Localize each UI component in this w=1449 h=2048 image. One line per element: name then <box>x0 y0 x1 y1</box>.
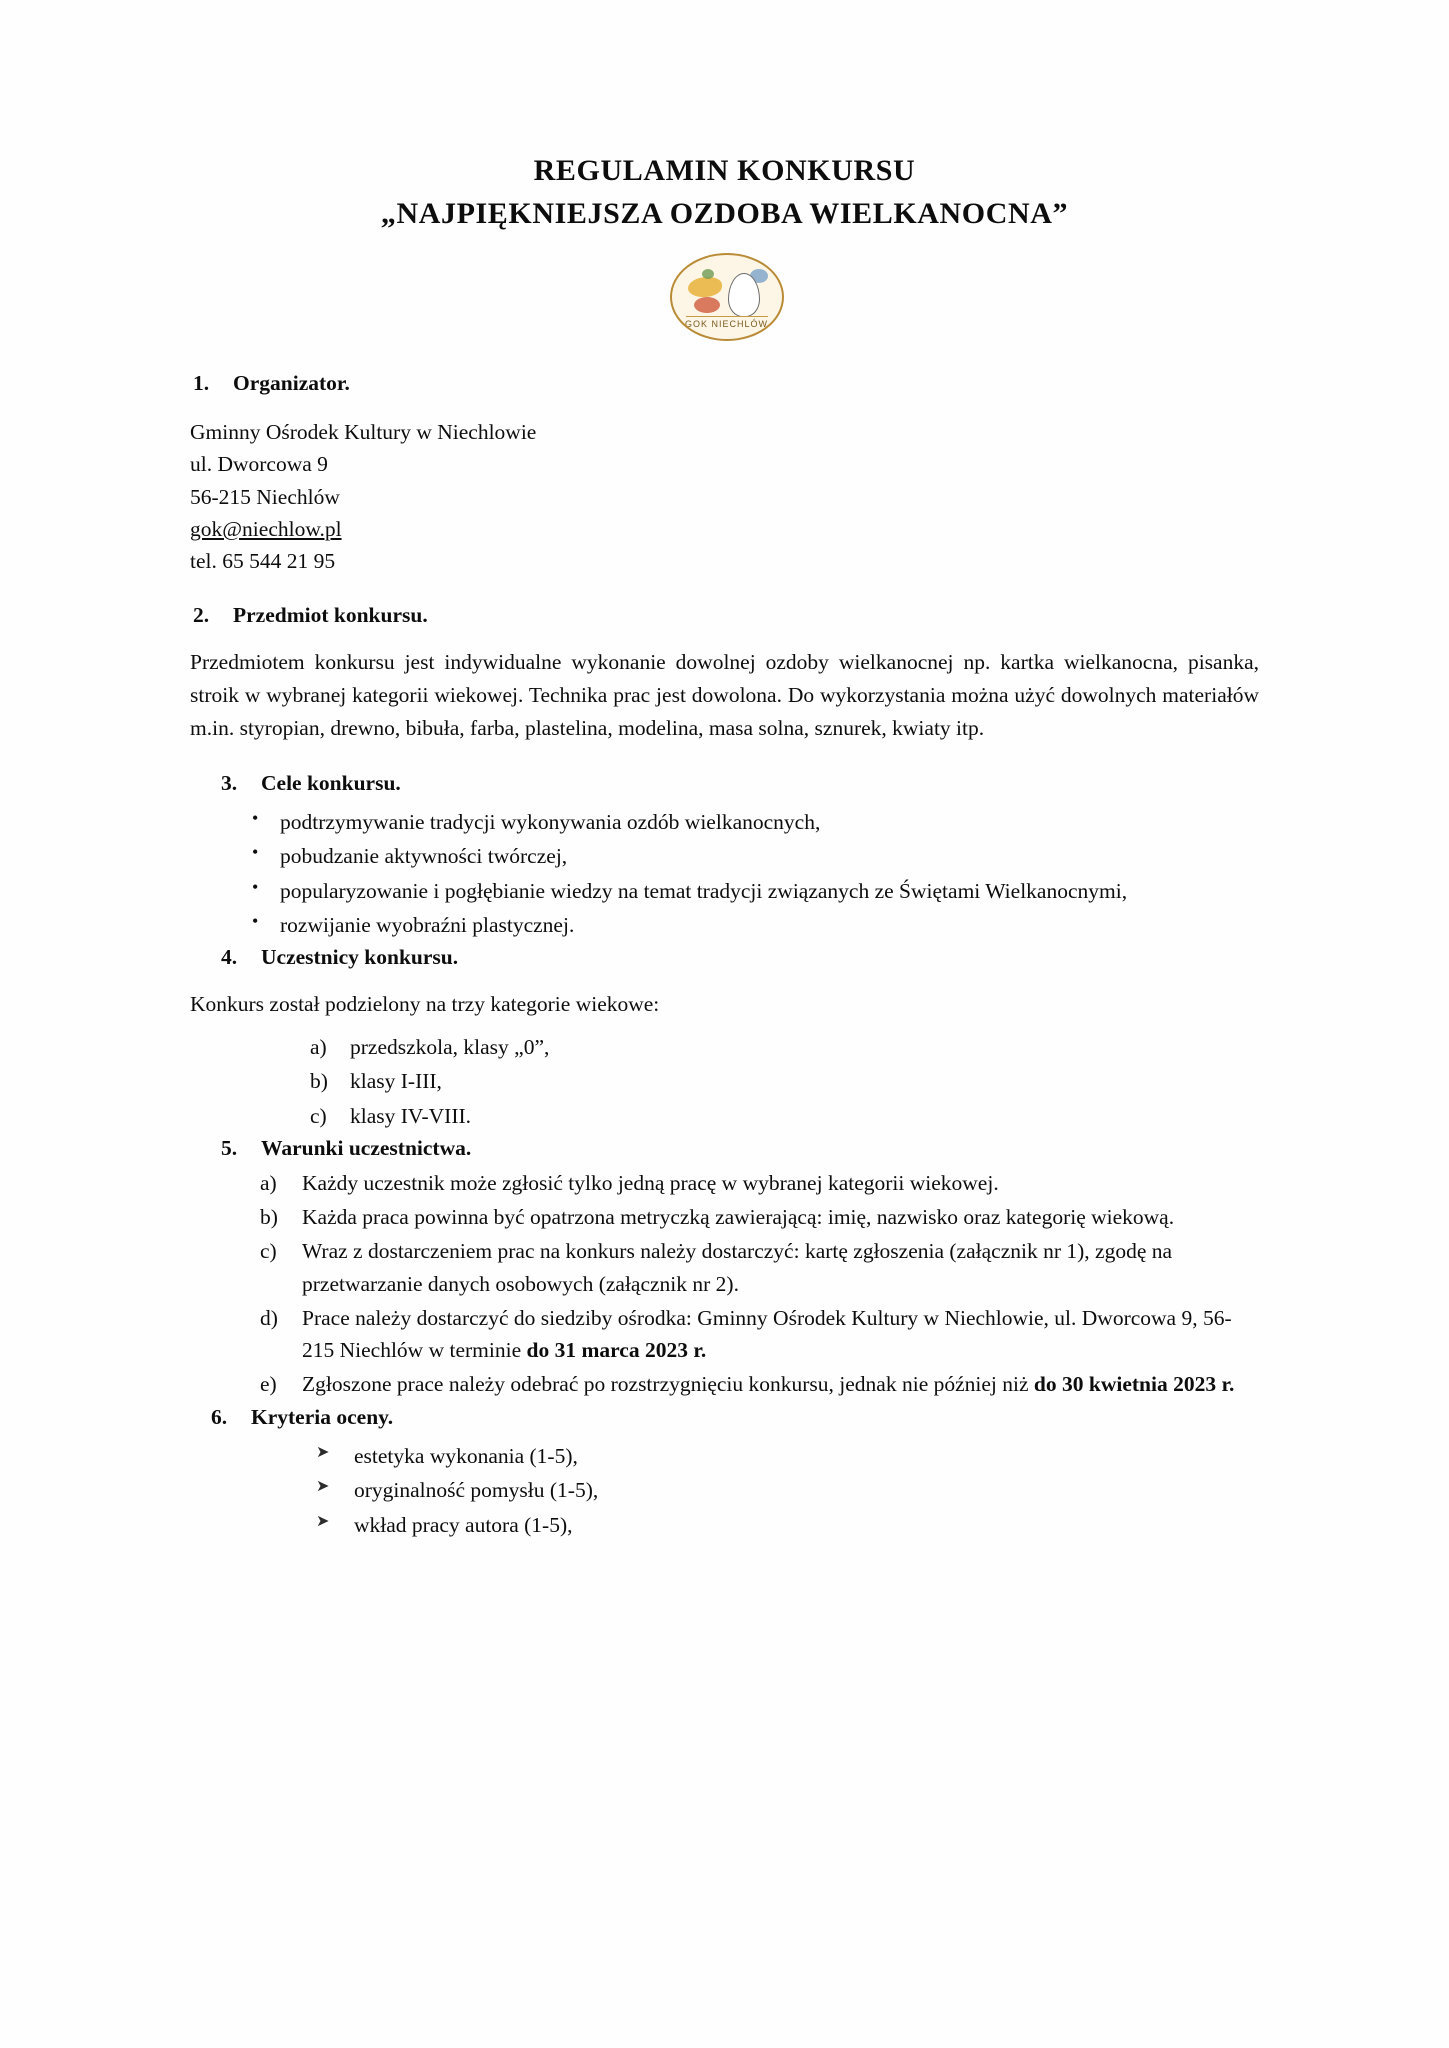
section-4-heading <box>190 945 1259 970</box>
organizer-name: Gminny Ośrodek Kultury w Niechlowie <box>190 420 537 445</box>
section-2-number: 2. <box>193 603 210 628</box>
gok-niechlow-logo-icon <box>666 251 784 339</box>
list-item <box>258 1302 1259 1367</box>
section-przedmiot <box>190 603 1259 745</box>
deadline-pickup: do 30 kwietnia 2023 r. <box>1033 1372 1235 1397</box>
list-item: • podtrzymywanie tradycji wykonywania ozdób wielkanocnych, <box>248 806 1259 838</box>
section-1-number: 1. <box>193 371 210 396</box>
logo-caption: GOK NIECHLÓW <box>684 319 768 330</box>
list-item <box>258 1368 1259 1400</box>
warunki-list <box>190 1167 1259 1401</box>
section-2-title: Przedmiot konkursu. <box>233 603 428 628</box>
kryteria-list <box>190 1440 1259 1542</box>
list-item: Wraz z dostarczeniem prac na konkurs należy dostarczyć: kartę zgłoszenia (załącznik nr 1), zgodę na przetwarzanie danych osobowych (załącznik nr 2). <box>302 1239 1173 1296</box>
list-item: klasy IV-VIII. <box>350 1103 472 1128</box>
section-4-number: 4. <box>221 945 238 970</box>
section-3-title: Cele konkursu. <box>261 771 401 796</box>
list-item: ➤ oryginalność pomysłu (1-5), <box>316 1474 1259 1507</box>
list-item: ➤ wkład pracy autora (1-5), <box>316 1509 1259 1542</box>
section-kryteria <box>190 1405 1259 1542</box>
section-2-heading <box>190 603 1259 628</box>
section-4-title: Uczestnicy konkursu. <box>261 945 459 970</box>
list-item: Każdy uczestnik może zgłosić tylko jedną pracę w wybranej kategorii wiekowej. <box>302 1170 999 1195</box>
deadline-delivery: do 31 marca 2023 r. <box>526 1338 707 1362</box>
list-item-text: Prace należy dostarczyć do siedziby ośrodka: Gminny Ośrodek Kultury w Niechlowie, ul. Dworcowa 9, 56-215 Niechlów w terminie <box>302 1305 1232 1362</box>
list-item: ➤ estetyka wykonania (1-5), <box>316 1440 1259 1473</box>
cele-list <box>190 806 1259 941</box>
section-1-title: Organizator. <box>233 371 350 396</box>
organizer-city: 56-215 Niechlów <box>190 484 340 509</box>
section-5-title: Warunki uczestnictwa. <box>261 1135 472 1160</box>
list-item-text: Zgłoszone prace należy odebrać po rozstrzygnięciu konkursu, jednak nie później niż <box>302 1372 1034 1397</box>
list-item: • rozwijanie wyobraźni plastycznej. <box>248 909 1259 941</box>
logo-container <box>190 251 1259 339</box>
section-6-number: 6. <box>211 1404 228 1429</box>
section-6-heading <box>190 1405 1259 1430</box>
section-1-heading <box>190 371 1259 396</box>
section-4-paragraph: Konkurs został podzielony na trzy kategorie wiekowe: <box>190 992 660 1017</box>
list-item: • pobudzanie aktywności twórczej, <box>248 840 1259 872</box>
section-5-heading <box>190 1136 1259 1161</box>
list-item: • popularyzowanie i pogłębianie wiedzy na temat tradycji związanych ze Świętami Wielkanocnymi, <box>248 875 1259 907</box>
section-6-title: Kryteria oceny. <box>251 1404 394 1429</box>
kategorie-wiekowe-list <box>190 1031 1259 1132</box>
organizer-address <box>190 416 1259 577</box>
title-line-2: „NAJPIĘKNIEJSZA OZDOBA WIELKANOCNA” <box>380 196 1069 230</box>
organizer-phone: tel. 65 544 21 95 <box>190 549 336 574</box>
section-warunki <box>190 1136 1259 1401</box>
section-3-number: 3. <box>221 771 238 796</box>
section-5-number: 5. <box>221 1135 238 1160</box>
list-item: klasy I-III, <box>350 1069 442 1094</box>
organizer-email-link[interactable]: gok@niechlow.pl <box>190 516 342 541</box>
section-cele <box>190 771 1259 941</box>
title-line-1: REGULAMIN KONKURSU <box>533 154 916 187</box>
list-item: Każda praca powinna być opatrzona metryczką zawierającą: imię, nazwisko oraz kategorię wiekową. <box>302 1205 1175 1229</box>
page-title <box>190 150 1259 235</box>
section-organizator <box>190 371 1259 577</box>
section-3-heading <box>190 771 1259 796</box>
section-2-paragraph: Przedmiotem konkursu jest indywidualne wykonanie dowolnej ozdoby wielkanocnej np. kartka wielkanocna, pisanka, stroik w wybranej kategorii wiekowej. Technika prac jest dowolona. Do wykorzystania można użyć dowolnych materiałów m.in. styropian, drewno, bibuła, farba, plastelina, modelina, masa solna, sznurek, kwiaty itp. <box>190 650 1259 741</box>
section-uczestnicy <box>190 945 1259 1132</box>
organizer-street: ul. Dworcowa 9 <box>190 452 328 477</box>
list-item: przedszkola, klasy „0”, <box>350 1035 550 1059</box>
